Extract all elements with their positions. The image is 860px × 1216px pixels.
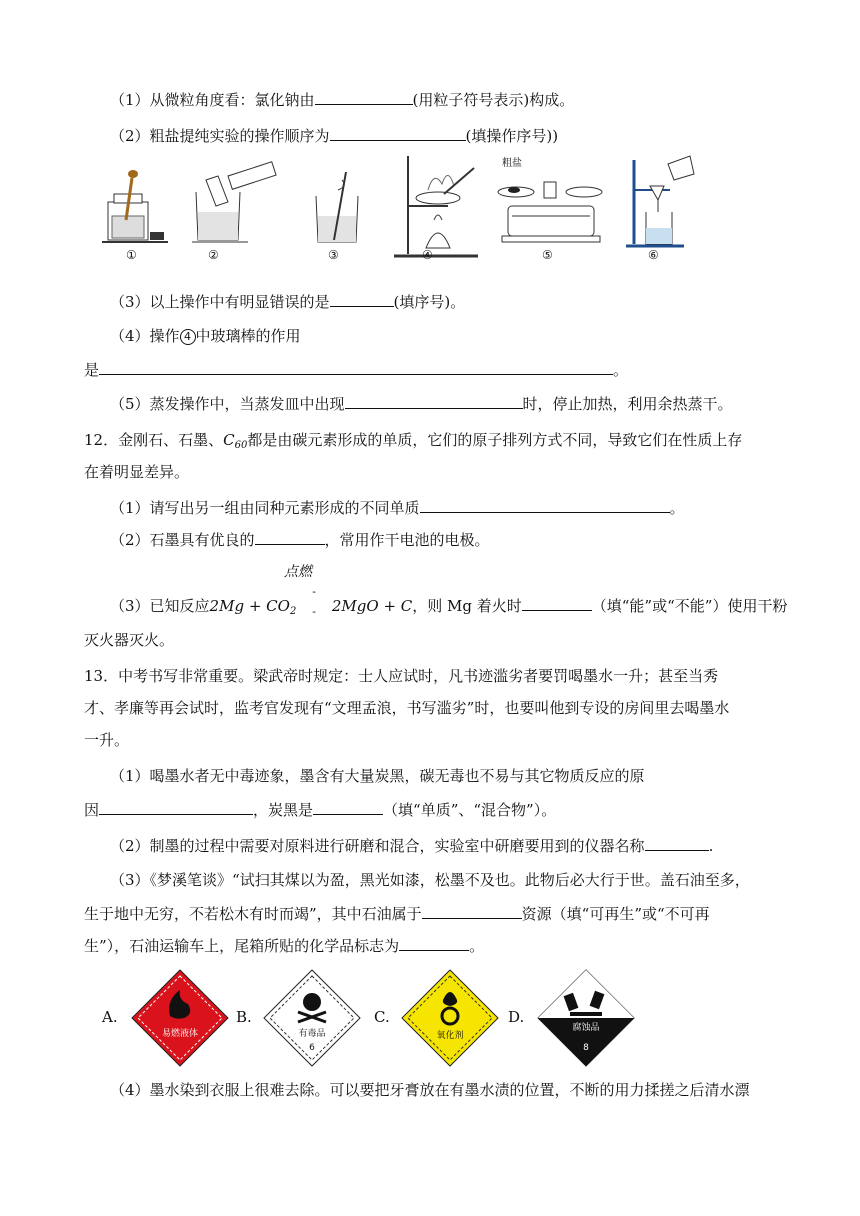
reaction-condition: 点燃 — [284, 564, 312, 580]
q11-part2: （2）粗盐提纯实验的操作顺序为 (填操作序号)) — [110, 127, 559, 145]
hazard-sign-options — [100, 968, 660, 1068]
filtration-figure — [620, 150, 700, 250]
answer-blank[interactable] — [313, 800, 383, 815]
dissolve-figure — [188, 150, 278, 250]
equation-arrow: - - — [312, 585, 316, 618]
option-letter[interactable]: B. — [236, 1008, 252, 1026]
q13-part1-line2: 因 ，炭黑是 （填“单质”、“混合物”）。 — [84, 801, 557, 819]
answer-blank[interactable] — [345, 394, 523, 409]
q13-stem-line3: 一升。 — [84, 731, 130, 749]
evaporation-figure — [388, 150, 488, 262]
q12-stem-line2: 在着明显差异。 — [84, 463, 190, 481]
sign-number: 6 — [309, 1043, 315, 1053]
sign-label: 氧化剂 — [436, 1031, 464, 1041]
q11-part1: （1）从微粒角度看：氯化钠由 (用粒子符号表示)构成。 — [110, 91, 575, 109]
q12-part3: （3）已知反应$2Mg + CO_2$ - - 2MgO + C，则 Mg 着火时 （填“能”或“不能”）使用干粉 — [110, 582, 800, 622]
q13-stem-line2: 才、孝廉等再会试时，监考官发现有“文理孟浪，书写滥劣”时，也要叫他到专设的房间里去喝墨水 — [84, 699, 730, 717]
q13-part3-line1: （3）《梦溪笔谈》“试扫其煤以为盈，黑光如漆，松墨不及也。此物后必大行于世。盖石油至多， — [110, 871, 750, 889]
answer-blank[interactable] — [420, 498, 670, 513]
oxidizer-sign[interactable] — [400, 968, 500, 1068]
corrosive-substance-sign[interactable] — [536, 968, 636, 1068]
figure-label: ⑤ — [542, 248, 553, 262]
experiment-figures — [100, 150, 720, 262]
option-letter[interactable]: A. — [102, 1008, 118, 1026]
answer-blank[interactable] — [99, 800, 253, 815]
figure-label: ② — [208, 248, 219, 262]
option-letter[interactable]: C. — [374, 1008, 390, 1026]
answer-blank[interactable] — [99, 360, 613, 375]
q12-stem-line1: 12．金刚石、石墨、$C_{60}$都是由碳元素形成的单质，它们的原子排列方式不同，导致它们在性质上存 — [84, 431, 743, 451]
balance-figure — [492, 150, 608, 250]
sign-number: 8 — [583, 1043, 589, 1053]
q11-part3: （3）以上操作中有明显错误的是 (填序号)。 — [110, 293, 466, 311]
q12-part3-cont: 灭火器灭火。 — [84, 631, 175, 649]
sign-label: 易燃液体 — [161, 1029, 199, 1039]
q12-part1: （1）请写出另一组由同种元素形成的不同单质 。 — [110, 499, 685, 517]
answer-blank[interactable] — [645, 836, 709, 851]
figure-label: ③ — [328, 248, 339, 262]
answer-blank[interactable] — [422, 904, 522, 919]
q13-stem-line1: 13．中考书写非常重要。梁武帝时规定：士人应试时，凡书迹滥劣者要罚喝墨水一升；甚至当秀 — [84, 667, 719, 685]
figure-label: ④ — [422, 248, 433, 262]
figure-label: ⑥ — [648, 248, 659, 262]
answer-blank[interactable] — [330, 126, 466, 141]
circled-number: 4 — [180, 329, 196, 345]
q11-part4: （4）操作 4 中玻璃棒的作用 — [110, 327, 301, 345]
balance-label: 粗盐 — [502, 158, 522, 169]
q12-part2: （2）石墨具有优良的 ，常用作干电池的电极。 — [110, 531, 490, 549]
q13-part4: （4）墨水染到衣服上很难去除。可以要把牙膏放在有墨水渍的位置，不断的用力揉搓之后清水漂 — [110, 1081, 750, 1099]
answer-blank[interactable] — [399, 936, 469, 951]
flammable-liquid-sign[interactable] — [130, 968, 230, 1068]
q13-part1-line1: （1）喝墨水者无中毒迹象，墨含有大量炭黑，碳无毒也不易与其它物质反应的原 — [110, 767, 645, 785]
answer-blank[interactable] — [255, 530, 325, 545]
sign-label: 腐蚀品 — [572, 1023, 600, 1033]
answer-blank[interactable] — [315, 90, 413, 105]
reagent-bottle-figure — [100, 150, 170, 250]
answer-blank[interactable] — [330, 292, 394, 307]
q13-part3-line3: 生”），石油运输车上，尾箱所贴的化学品标志为 。 — [84, 937, 485, 955]
answer-blank[interactable] — [522, 596, 592, 611]
sign-label: 有毒品 — [298, 1029, 326, 1039]
q11-part5: （5）蒸发操作中，当蒸发皿中出现 时，停止加热，利用余热蒸干。 — [110, 395, 733, 413]
toxic-substance-sign[interactable] — [262, 968, 362, 1068]
q13-part2: （2）制墨的过程中需要对原料进行研磨和混合，实验室中研磨要用到的仪器名称 . — [110, 837, 714, 855]
q11-part4-cont: 是 。 — [84, 361, 629, 379]
figure-label: ① — [126, 248, 137, 262]
q13-part3-line2: 生于地中无穷，不若松木有时而竭”，其中石油属于 资源（填“可再生”或“不可再 — [84, 905, 710, 923]
option-letter[interactable]: D. — [508, 1008, 525, 1026]
stirring-figure — [310, 150, 370, 250]
